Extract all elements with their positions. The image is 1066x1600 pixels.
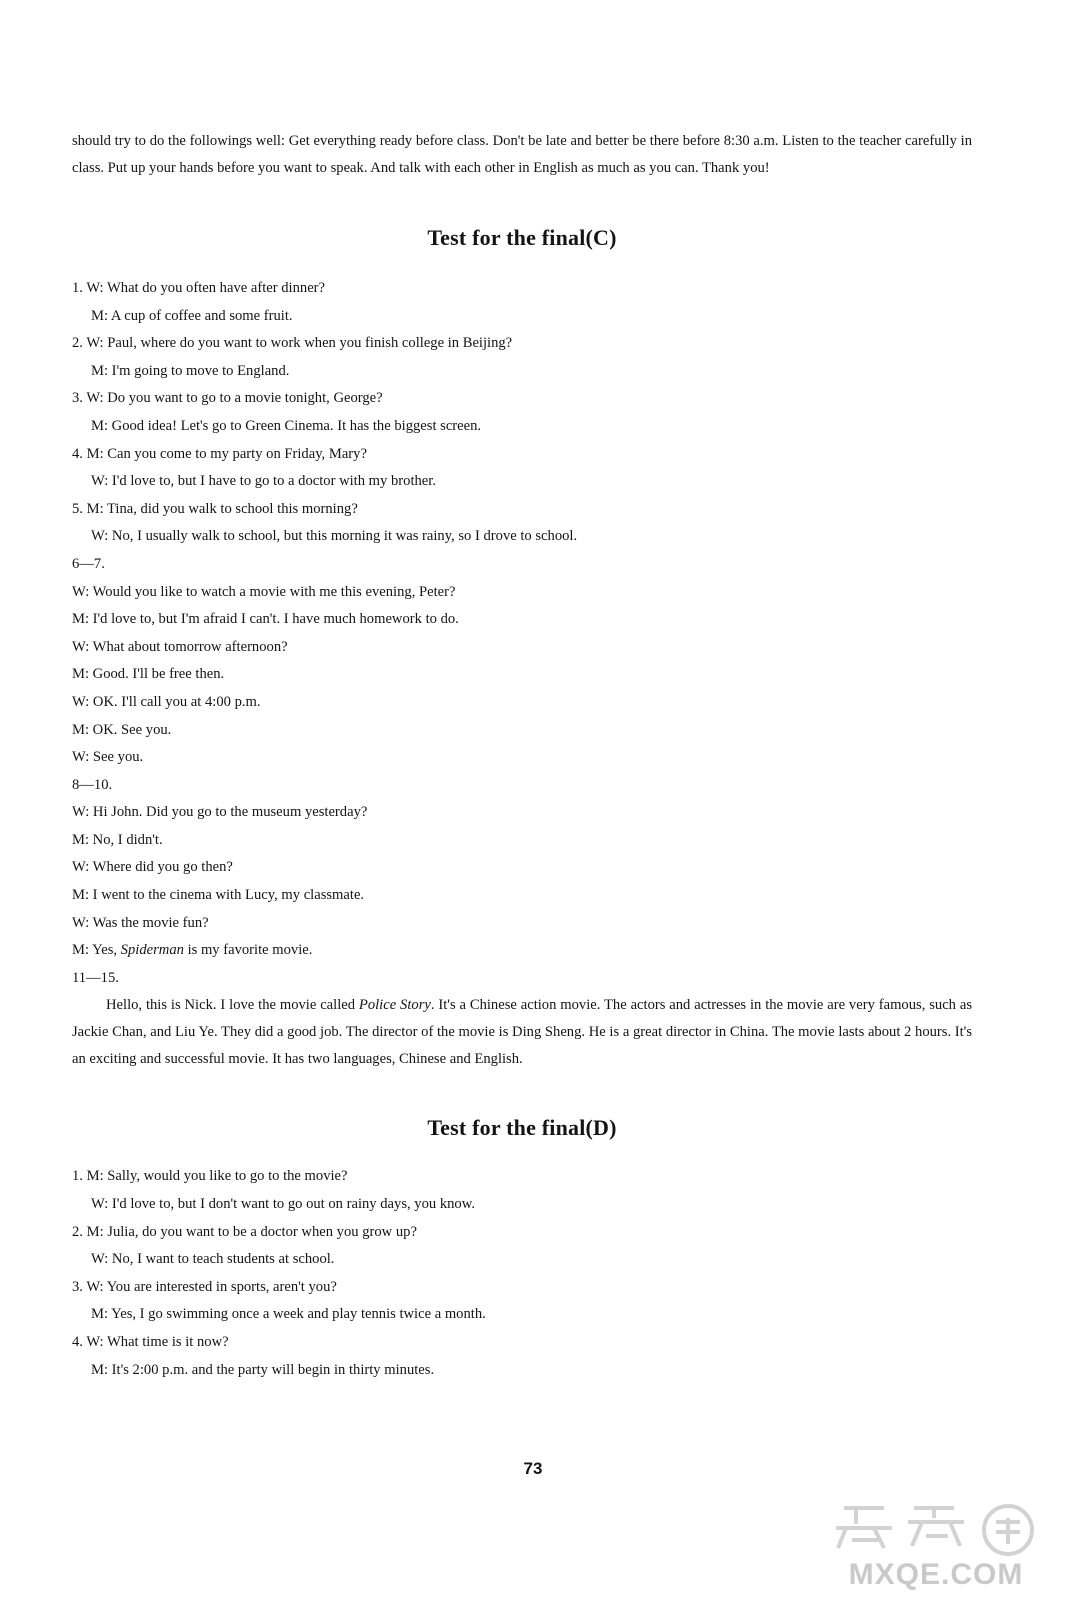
dialogue-line: M: Yes, I go swimming once a week and play tennis twice a month. (91, 1306, 486, 1323)
passage-part1: Hello, this is Nick. I love the movie called (106, 997, 359, 1014)
dialogue-line: 4. W: What time is it now? (72, 1334, 229, 1350)
dialogue-line: 1. W: What do you often have after dinner? (72, 280, 326, 296)
dialogue-line: M: Good. I'll be free then. (72, 666, 225, 683)
dialogue-line: W: No, I usually walk to school, but this morning it was rainy, so I drove to school. (91, 528, 578, 545)
dialogue-label: 6—7. (72, 555, 105, 572)
dialogue-line: 1. M: Sally, would you like to go to the movie? (72, 1168, 348, 1185)
movie-title: Spiderman (120, 942, 184, 959)
section-c-dialogues (72, 275, 972, 1073)
page-number: 73 (523, 1459, 543, 1478)
watermark-logo (826, 1500, 1046, 1592)
dialogue-line: W: I'd love to, but I have to go to a doctor with my brother. (91, 473, 436, 490)
passage-movie-title: Police Story (358, 997, 431, 1014)
dialogue-line: W: I'd love to, but I don't want to go out on rainy days, you know. (91, 1196, 475, 1213)
dialogue-line: 3. W: You are interested in sports, aren't you? (72, 1278, 337, 1295)
dialogue-line: 5. M: Tina, did you walk to school this morning? (72, 500, 358, 517)
line-suffix: is my favorite movie. (183, 942, 313, 959)
dialogue-line: W: No, I want to teach students at school. (91, 1251, 335, 1268)
dialogue-line: W: Would you like to watch a movie with me this evening, Peter? (72, 583, 456, 600)
dialogue-line: M: It's 2:00 p.m. and the party will begin in thirty minutes. (91, 1361, 435, 1378)
dialogue-line: 4. M: Can you come to my party on Friday, Mary? (72, 445, 367, 462)
dialogue-line: W: Where did you go then? (72, 859, 233, 876)
dialogue-line: M: OK. See you. (72, 721, 172, 738)
page-content (72, 128, 972, 1384)
dialogue-line: W: Hi John. Did you go to the museum yesterday? (72, 804, 368, 821)
dialogue-line: W: Was the movie fun? (72, 914, 209, 931)
dialogue-line: 3. W: Do you want to go to a movie tonight, George? (72, 390, 383, 407)
section-d-dialogues (72, 1163, 972, 1384)
dialogue-line: W: See you. (72, 749, 144, 766)
dialogue-line: M: Good idea! Let's go to Green Cinema. It has the biggest screen. (91, 417, 482, 434)
dialogue-line: M: A cup of coffee and some fruit. (91, 307, 293, 324)
dialogue-line: M: I'm going to move to England. (91, 362, 290, 379)
dialogue-line: M: I went to the cinema with Lucy, my classmate. (72, 887, 365, 904)
watermark-glyphs-icon (836, 1506, 1032, 1554)
dialogue-line-movie (72, 937, 972, 965)
passage-paragraph (72, 992, 972, 1073)
dialogue-line: M: I'd love to, but I'm afraid I can't. I have much homework to do. (72, 611, 459, 628)
dialogue-line: W: OK. I'll call you at 4:00 p.m. (72, 693, 261, 710)
dialogue-line: M: No, I didn't. (72, 831, 163, 848)
watermark-text: MXQE.COM (848, 1558, 1024, 1591)
section-c-title: Test for the final(C) (427, 225, 617, 250)
intro-paragraph: should try to do the followings well: Get everything ready before class. Don't be late and better be there before 8:30 a.m. Listen to the teacher carefully in class. Put up your hands before you want to speak. And talk with each other in English as much as you can. Thank you! (72, 133, 972, 176)
passage-part2: . It's a Chinese action movie. The actors and actresses in the movie are very famous, such as Jackie Chan, and Liu Ye. They did a good job. The director of the movie is Ding Sheng. He is a great director in China. The movie lasts about 2 hours. It's an exciting and successful movie. It has two languages, Chinese and English. (72, 997, 973, 1068)
dialogue-line: W: What about tomorrow afternoon? (72, 638, 288, 655)
section-d-title: Test for the final(D) (427, 1115, 617, 1141)
dialogue-line: 2. M: Julia, do you want to be a doctor when you grow up? (72, 1223, 417, 1240)
line-prefix: M: Yes, (72, 942, 121, 959)
dialogue-line: 2. W: Paul, where do you want to work when you finish college in Beijing? (72, 335, 513, 352)
dialogue-label: 8—10. (72, 776, 113, 793)
passage-label: 11—15. (72, 969, 119, 986)
